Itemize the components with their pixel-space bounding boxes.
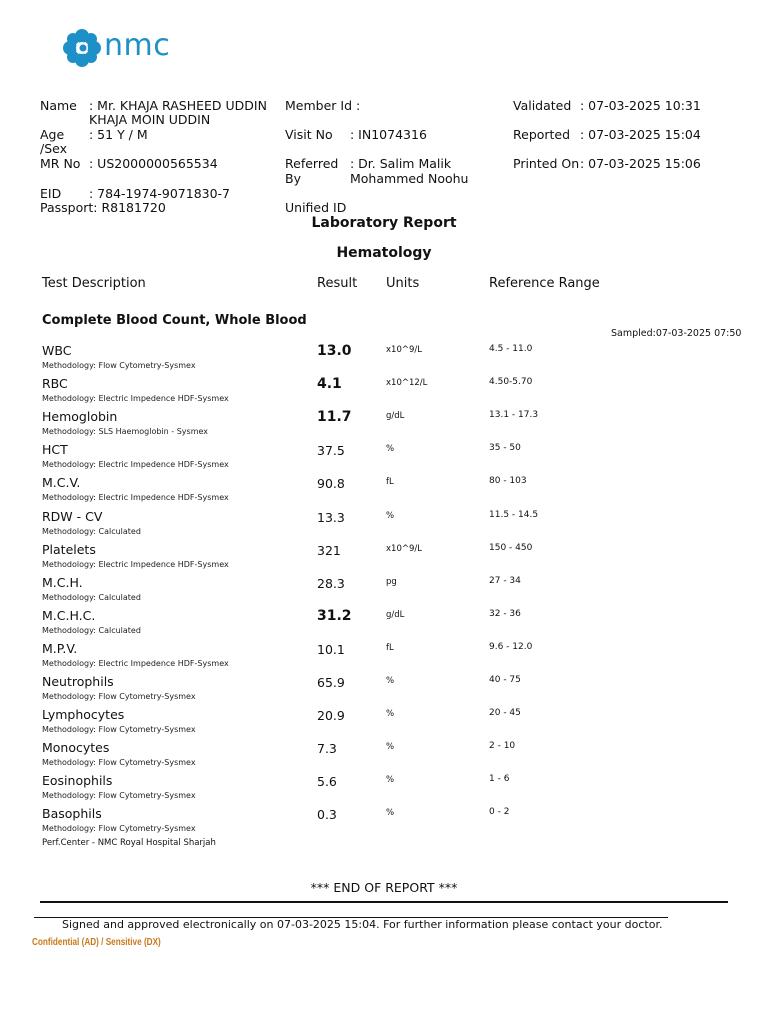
test-unit: %	[386, 511, 395, 521]
footer-divider	[40, 901, 728, 903]
referred-label-line1: Referred	[285, 156, 339, 171]
test-name: Neutrophils	[42, 674, 114, 689]
test-methodology: Methodology: Calculated	[42, 527, 141, 536]
test-unit: %	[386, 709, 395, 719]
test-reference-range: 20 - 45	[489, 708, 521, 718]
col-units: Units	[386, 276, 420, 291]
test-methodology: Methodology: Electric Impedence HDF-Sysmex	[42, 659, 229, 668]
test-methodology: Methodology: Calculated	[42, 593, 141, 602]
visit-label: Visit No	[285, 127, 333, 142]
department-title: Hematology	[336, 245, 432, 261]
test-methodology: Methodology: Flow Cytometry-Sysmex	[42, 725, 196, 734]
test-result: 11.7	[317, 409, 352, 425]
name-value-line2: KHAJA MOIN UDDIN	[89, 112, 211, 127]
reported-value: : 07-03-2025 15:04	[580, 127, 701, 142]
col-reference-range: Reference Range	[489, 276, 600, 291]
test-name: Basophils	[42, 806, 102, 821]
test-reference-range: 150 - 450	[489, 543, 533, 553]
test-reference-range: 2 - 10	[489, 741, 516, 751]
test-unit: x10^12/L	[386, 378, 428, 388]
test-reference-range: 80 - 103	[489, 476, 527, 486]
test-reference-range: 4.50-5.70	[489, 377, 533, 387]
test-unit: x10^9/L	[386, 345, 422, 355]
visit-value: : IN1074316	[350, 127, 427, 142]
passport: Passport: R8181720	[40, 200, 166, 215]
test-unit: pg	[386, 577, 397, 587]
test-reference-range: 4.5 - 11.0	[489, 344, 533, 354]
test-result: 13.3	[317, 510, 345, 525]
test-methodology: Methodology: Flow Cytometry-Sysmex	[42, 692, 196, 701]
eid-value: : 784-1974-9071830-7	[89, 186, 231, 201]
report-title: Laboratory Report	[311, 215, 457, 231]
test-reference-range: 1 - 6	[489, 774, 510, 784]
perf-center: Perf.Center - NMC Royal Hospital Sharjah	[42, 838, 216, 848]
test-unit: g/dL	[386, 411, 405, 421]
test-methodology: Methodology: Flow Cytometry-Sysmex	[42, 361, 196, 370]
test-methodology: Methodology: Electric Impedence HDF-Sysmex	[42, 460, 229, 469]
printed-value: : 07-03-2025 15:06	[580, 156, 701, 171]
test-name: Monocytes	[42, 740, 110, 755]
unified-id-label: Unified ID	[285, 200, 347, 215]
logo-wordmark: nmc	[104, 28, 171, 63]
test-reference-range: 35 - 50	[489, 443, 521, 453]
test-unit: x10^9/L	[386, 544, 422, 554]
test-reference-range: 9.6 - 12.0	[489, 642, 533, 652]
test-name: Lymphocytes	[42, 707, 125, 722]
eid-label: EID	[40, 186, 62, 201]
member-id-label: Member Id :	[285, 98, 361, 113]
name-value-line1: : Mr. KHAJA RASHEED UDDIN	[89, 98, 267, 113]
end-of-report: *** END OF REPORT ***	[310, 880, 458, 895]
test-result: 37.5	[317, 443, 345, 458]
printed-label: Printed On	[513, 156, 580, 171]
test-unit: fL	[386, 643, 394, 653]
test-reference-range: 27 - 34	[489, 576, 521, 586]
test-result: 31.2	[317, 608, 352, 624]
test-name: WBC	[42, 343, 72, 358]
test-result: 321	[317, 543, 341, 558]
test-name: HCT	[42, 442, 68, 457]
test-unit: %	[386, 775, 395, 785]
confidentiality-stamp: Confidential (AD) / Sensitive (DX)	[32, 936, 161, 948]
reported-label: Reported	[513, 127, 571, 142]
test-result: 65.9	[317, 675, 345, 690]
referred-label-line2: By	[285, 171, 301, 186]
referred-value-line1: : Dr. Salim Malik	[350, 156, 452, 171]
mr-value: : US2000000565534	[89, 156, 218, 171]
test-methodology: Methodology: SLS Haemoglobin - Sysmex	[42, 427, 208, 436]
test-result: 13.0	[317, 343, 352, 359]
test-reference-range: 11.5 - 14.5	[489, 510, 539, 520]
nmc-logo-icon	[60, 28, 104, 68]
test-result: 5.6	[317, 774, 337, 789]
col-test-description: Test Description	[42, 276, 146, 291]
test-name: RBC	[42, 376, 68, 391]
test-reference-range: 32 - 36	[489, 609, 521, 619]
test-unit: fL	[386, 477, 394, 487]
sampled-time: Sampled:07-03-2025 07:50	[611, 328, 742, 339]
test-methodology: Methodology: Electric Impedence HDF-Sysmex	[42, 493, 229, 502]
col-result: Result	[317, 276, 358, 291]
referred-value-line2: Mohammed Noohu	[350, 171, 469, 186]
test-methodology: Methodology: Electric Impedence HDF-Sysmex	[42, 394, 229, 403]
validated-label: Validated	[513, 98, 572, 113]
test-reference-range: 0 - 2	[489, 807, 510, 817]
test-result: 7.3	[317, 741, 337, 756]
test-name: M.C.H.C.	[42, 608, 96, 623]
test-unit: g/dL	[386, 610, 405, 620]
age-label-line1: Age	[40, 127, 65, 142]
test-name: M.C.H.	[42, 575, 83, 590]
test-name: M.C.V.	[42, 475, 81, 490]
test-result: 0.3	[317, 807, 337, 822]
test-result: 4.1	[317, 376, 342, 392]
test-name: Eosinophils	[42, 773, 113, 788]
test-name: Platelets	[42, 542, 96, 557]
test-result: 20.9	[317, 708, 345, 723]
test-reference-range: 13.1 - 17.3	[489, 410, 539, 420]
test-methodology: Methodology: Flow Cytometry-Sysmex	[42, 791, 196, 800]
test-result: 28.3	[317, 576, 345, 591]
test-methodology: Methodology: Flow Cytometry-Sysmex	[42, 824, 196, 833]
test-name: M.P.V.	[42, 641, 78, 656]
age-label-line2: /Sex	[40, 141, 68, 156]
test-name: Hemoglobin	[42, 409, 118, 424]
test-methodology: Methodology: Electric Impedence HDF-Sysmex	[42, 560, 229, 569]
mr-label: MR No	[40, 156, 81, 171]
validated-value: : 07-03-2025 10:31	[580, 98, 701, 113]
signed-statement: Signed and approved electronically on 07-03-2025 15:04. For further information please contact your doctor.	[62, 918, 663, 931]
section-title: Complete Blood Count, Whole Blood	[42, 313, 307, 328]
test-unit: %	[386, 742, 395, 752]
test-unit: %	[386, 676, 395, 686]
test-result: 10.1	[317, 642, 345, 657]
age-value: : 51 Y / M	[89, 127, 148, 142]
test-unit: %	[386, 808, 395, 818]
test-result: 90.8	[317, 476, 345, 491]
test-name: RDW - CV	[42, 509, 103, 524]
test-unit: %	[386, 444, 395, 454]
name-label: Name	[40, 98, 77, 113]
test-reference-range: 40 - 75	[489, 675, 521, 685]
test-methodology: Methodology: Calculated	[42, 626, 141, 635]
test-methodology: Methodology: Flow Cytometry-Sysmex	[42, 758, 196, 767]
